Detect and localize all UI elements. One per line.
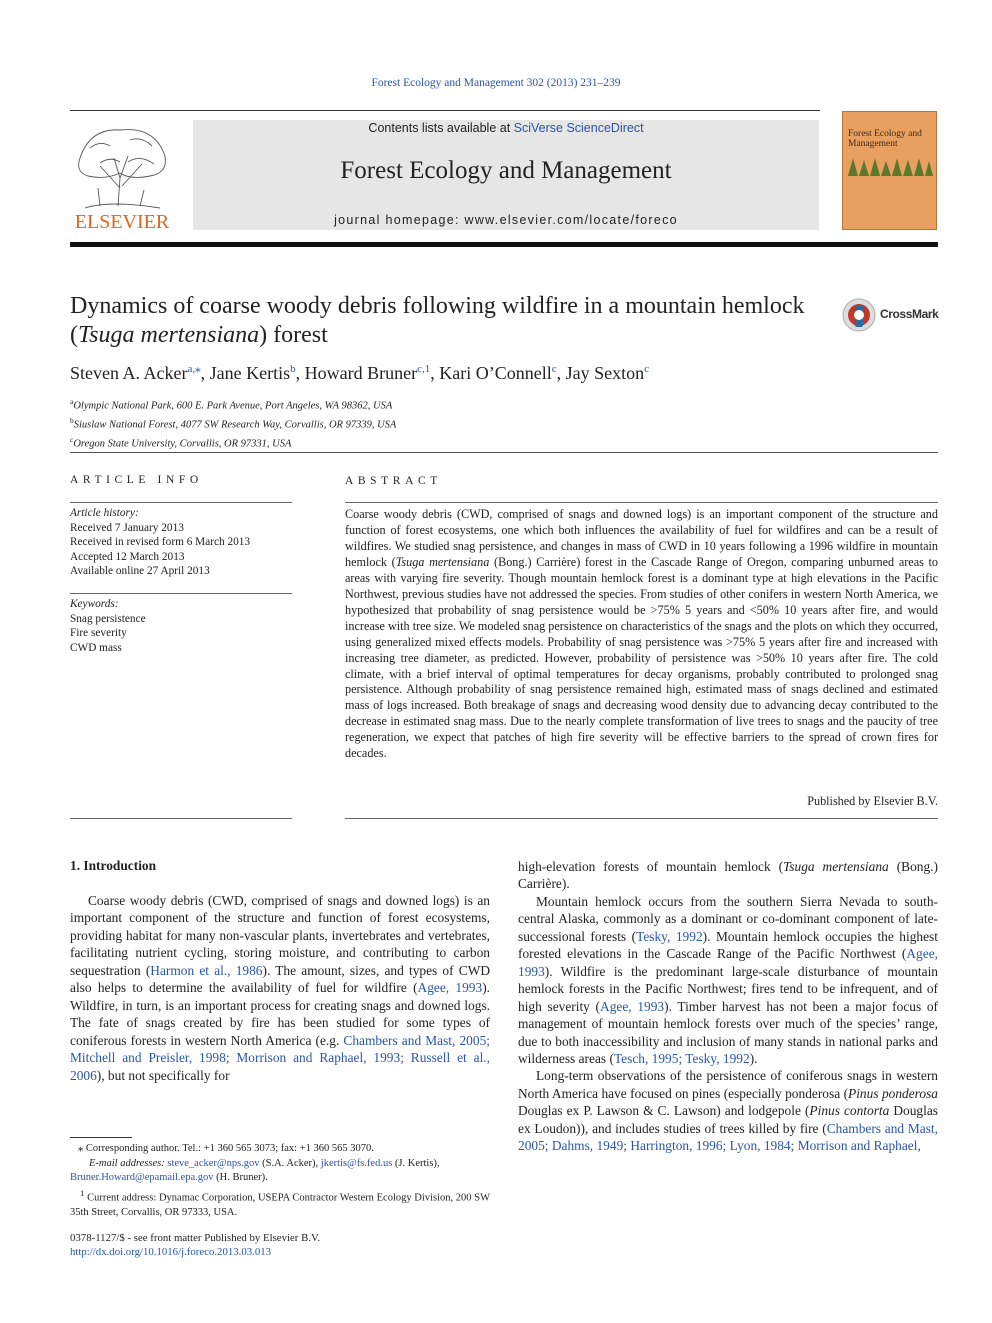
affiliation: $^a$Olympic National Park, 600 E. Park Avenue, Port Angeles, WA 98362, USA [70,397,393,412]
affiliation: $^b$Siuslaw National Forest, 4077 SW Research Way, Corvallis, OR 97339, USA [70,416,397,431]
history-label: Article history: [70,507,139,519]
keyword: Fire severity [70,627,127,640]
paragraph: Long-term observations of the persistence of coniferous snags in western North America have focused on pines (especially ponderosa (Pinus ponderosa Douglas ex P. Lawson & C. Lawson) and lodgepole (Pinus contorta Douglas ex Loudon)), and includes studies of trees killed by fire (Chambers and Mast, 2005; Dahms, 1949; Harrington, 1996; Lyon, 1984; Morrison and Raphael, [518,1068,939,1154]
keyword: CWD mass [70,641,122,654]
author-list [70,362,930,384]
history-item: Received in revised form 6 March 2013 [70,536,251,549]
email-addresses: E-mail addresses: steve_acker@nps.gov (S.A. Acker), jkertis@fs.fed.us (J. Kertis), Bruner.Howard@epamail.epa.gov (H. Bruner). [70,1157,440,1184]
footnotes [70,1142,490,1220]
citation-link[interactable]: Harmon et al., 1986 [150,962,263,978]
journal-title: Forest Ecology and Management [340,157,672,184]
header-thick-rule [70,242,938,247]
citation-link[interactable]: Agee, 1993 [518,946,938,979]
affiliation: $^c$Oregon State University, Corvallis, OR 97331, USA [70,435,292,450]
paragraph: Coarse woody debris (CWD, comprised of snags and downed logs) is an important component of the structure and function of forest ecosystems, providing habitat for many non-vascular plants, invertebrates and vertebrates, facilitating nutrient cycling, storing moisture, and contributing to carbon sequestration (Harmon et al., 1986). The amount, sizes, and types of CWD also helps to determine the availability of fuel for wildfire (Agee, 1993). Wildfire, in turn, is an important process for creating snags and downed logs. The fate of snags created by fire has been studied for some types of coniferous forests in western North America (e.g. Chambers and Mast, 2005; Mitchell and Preisler, 1998; Morrison and Raphael, 1993; Russell et al., 2006), but not specifically for [70,893,491,1083]
article-info-heading: ARTICLE INFO [70,474,203,486]
info-rule [70,502,292,503]
corresponding-author-note: ⁎ Corresponding author. Tel.: +1 360 565 3073; fax: +1 360 565 3070. [78,1143,374,1154]
article-title: Dynamics of coarse woody debris following wildfire in a mountain hemlock (Tsuga mertensiana) forest [70,293,805,348]
history-item: Available online 27 April 2013 [70,565,210,578]
author: Howard Bruner$^{c,1}$, [304,363,440,383]
citation-link[interactable]: Agee, 1993 [417,980,483,996]
keywords-label: Keywords: [70,598,119,610]
author: Jane Kertis$^b$, [209,363,305,383]
article-history [70,506,292,579]
journal-masthead [193,120,819,230]
copyright-block [70,1231,490,1260]
email-link[interactable]: jkertis@fs.fed.us [320,1157,393,1169]
elsevier-wordmark: ELSEVIER [74,211,170,233]
cover-title: Forest Ecology and Management [848,129,922,149]
author: Jay Sexton$^c$ [565,363,649,383]
elsevier-logo [70,118,175,233]
abstract-text: Coarse woody debris (CWD, comprised of snags and downed logs) is an important component of the structure and function of forest ecosystems, one which both influences the availability of fuel for wildfires and can be a result of wildfires. We studied snag persistence, and changes in mass of CWD in 10 years following a 1996 wildfire in mountain hemlock (Tsuga mertensiana (Bong.) Carrière) forest in the Cascade Range of Oregon, comparing unburned areas to areas with varying fire severity. Though mountain hemlock forest is a dominant type at high elevations in the Pacific Northwest, previous studies have not addressed the species. From studies of other conifers in western North America, we hypothesized that probability of snag persistence would be >75% 5 years and <50% 10 years after fire, and would increase with tree size. We modeled snag persistence on characteristics of the snags and the plots on which they occurred, using generalized mixed effects models. Probability of snag persistence was >75% 5 years after fire and increased with increasing tree diameter, as predicted. However, probability of persistence was >50% 10 years after fire. The cold climate, with a brief interval of optimal temperatures for decay organisms, probably contributed to prolonged snag persistence. Although probability of snag persistence remained high, estimated mass of snags declined and estimated mass of logs increased. Both breakage of snags and decreasing wood density due to advancing decay contributed to the decrease in estimated snag mass. Due to the nearly complete transformation of live trees to snags and the paucity of tree regeneration, we expect that patches of high fire severity will be effective barriers to the spread of crown fires for decades. [345,507,939,761]
citation-link[interactable]: Agee, 1993 [600,998,665,1014]
citation-link[interactable]: Chambers and Mast, 2005; Mitchell and Preisler, 1998; Morrison and Raphael, 1993; Russell et al., 2006 [70,1032,490,1083]
history-item: Accepted 12 March 2013 [70,550,185,563]
citation-link[interactable]: Tesch, 1995; Tesky, 1992 [613,1050,750,1066]
abstract-rule [345,502,938,503]
doi-link[interactable]: http://dx.doi.org/10.1016/j.foreco.2013.03.013 [70,1246,272,1259]
abstract-rule [345,818,938,819]
footnote-1: $^1$ Current address: Dynamac Corporation, USEPA Contractor Western Ecology Division, 200 SW 35th Street, Corvallis, OR 97333, USA. [70,1187,491,1218]
contents-line [193,121,819,135]
paragraph: Mountain hemlock occurs from the southern Sierra Nevada to south-central Alaska, commonly as a dominant or co-dominant component of late-successional forests (Tesky, 1992). Mountain hemlock occupies the highest forested elevations in the Cascade Range of the Pacific Northwest (Agee, 1993). Wildfire is the predominant large-scale disturbance of mountain hemlock forests in the Pacific Northwest; fires tend to be infrequent, and of high severity (Agee, 1993). Timber harvest has not been a major focus of management of mountain hemlock forests over much of the species’ range, due to both inaccessibility and inclusion of many stands in national parks and wilderness areas (Tesch, 1995; Tesky, 1992). [518,893,938,1066]
history-item: Received 7 January 2013 [70,521,184,534]
crossmark-badge[interactable] [842,298,942,332]
author: Steven A. Acker$^{a,⁎}$, [70,363,210,383]
citation-link[interactable]: Tesky, 1992 [636,928,703,944]
email-link[interactable]: Bruner.Howard@epamail.epa.gov [70,1172,214,1184]
cover-trees-icon [847,156,933,178]
citation-link[interactable]: Chambers and Mast, 2005; Dahms, 1949; Harrington, 1996; Lyon, 1984; Morrison and Raphael, [518,1120,939,1154]
body-column-right [518,858,938,1155]
journal-citation[interactable]: Forest Ecology and Management 302 (2013) 231–239 [371,77,621,89]
journal-cover-thumbnail[interactable] [842,111,937,230]
affiliation-rule [70,452,938,453]
crossmark-label: CrossMark [880,307,939,321]
keyword: Snag persistence [70,612,146,625]
keywords [70,597,292,655]
sciencedirect-link[interactable]: SciVerse ScienceDirect [513,121,644,135]
paragraph: high-elevation forests of mountain hemlock (Tsuga mertensiana (Bong.) Carrière). [518,859,938,892]
crossmark-icon [842,298,876,332]
abstract-heading: ABSTRACT [345,475,442,487]
footnote-rule [70,1137,132,1138]
info-rule [70,818,292,819]
email-link[interactable]: steve_acker@nps.gov [167,1157,260,1169]
author: Kari O’Connell$^c$, [439,363,566,383]
contents-prefix: Contents lists available at [368,121,514,135]
affiliations [70,395,770,452]
info-rule [70,593,292,594]
published-by: Published by Elsevier B.V. [807,794,938,808]
header-rule [70,110,820,111]
copyright-line: 0378-1127/$ - see front matter Published by Elsevier B.V. [70,1232,321,1244]
body-column-left [70,892,490,1084]
section-heading-introduction: 1. Introduction [70,858,157,873]
journal-homepage[interactable]: journal homepage: www.elsevier.com/locate/foreco [334,213,678,227]
